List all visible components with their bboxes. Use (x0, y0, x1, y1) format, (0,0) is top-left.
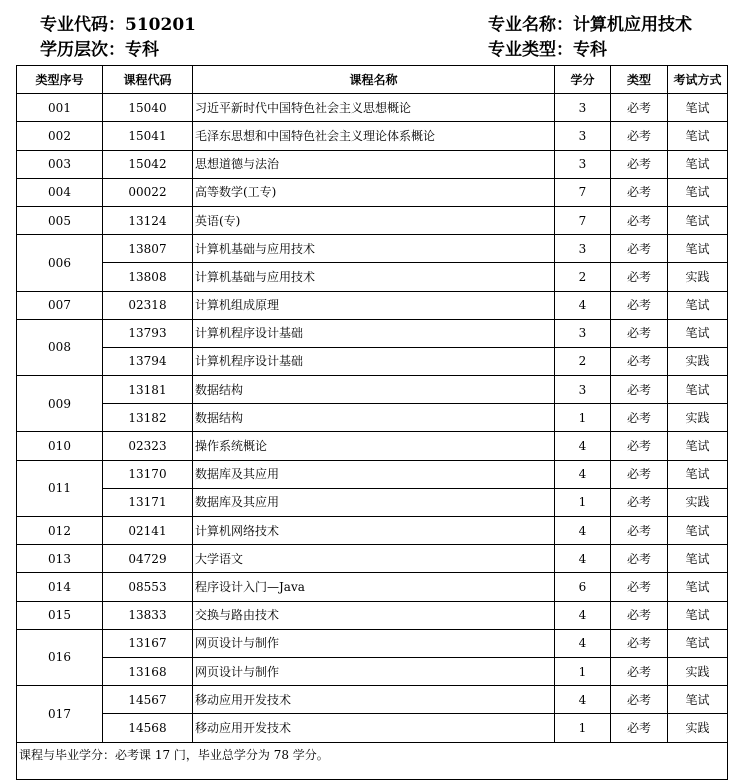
table-row (17, 573, 728, 601)
cell-seq: 017 (17, 686, 103, 742)
cell-name: 计算机组成原理 (193, 291, 555, 319)
footer-note: 课程与毕业学分：必考课 17 门，毕业总学分为 78 学分。 (17, 742, 728, 767)
cell-credit: 1 (555, 488, 611, 516)
table-row (17, 517, 728, 545)
col-header-seq: 类型序号 (17, 66, 103, 94)
cell-name: 计算机网络技术 (193, 517, 555, 545)
cell-code: 02318 (103, 291, 193, 319)
cell-seq: 010 (17, 432, 103, 460)
cell-credit: 3 (555, 94, 611, 122)
table-row (17, 432, 728, 460)
cell-type: 必考 (611, 319, 668, 347)
cell-code: 13181 (103, 376, 193, 404)
cell-seq: 006 (17, 235, 103, 291)
cell-exam: 笔试 (668, 235, 728, 263)
table-row (17, 376, 728, 404)
cell-exam: 笔试 (668, 629, 728, 657)
cell-code: 14567 (103, 686, 193, 714)
cell-name: 数据库及其应用 (193, 460, 555, 488)
cell-credit: 4 (555, 460, 611, 488)
cell-name: 计算机程序设计基础 (193, 347, 555, 375)
footer-blank (17, 767, 728, 780)
cell-type: 必考 (611, 291, 668, 319)
major-type-label: 专业类型： (488, 40, 573, 60)
cell-type: 必考 (611, 629, 668, 657)
table-row (17, 347, 728, 375)
cell-seq: 013 (17, 545, 103, 573)
cell-seq: 004 (17, 178, 103, 206)
cell-code: 02323 (103, 432, 193, 460)
cell-name: 计算机程序设计基础 (193, 319, 555, 347)
course-table (16, 65, 728, 780)
col-header-code: 课程代码 (103, 66, 193, 94)
footer-blank-row (17, 767, 728, 780)
cell-type: 必考 (611, 686, 668, 714)
table-row (17, 178, 728, 206)
cell-code: 15041 (103, 122, 193, 150)
cell-name: 数据结构 (193, 376, 555, 404)
cell-exam: 笔试 (668, 432, 728, 460)
cell-exam: 笔试 (668, 376, 728, 404)
cell-code: 02141 (103, 517, 193, 545)
cell-exam: 笔试 (668, 601, 728, 629)
cell-credit: 1 (555, 714, 611, 742)
cell-exam: 笔试 (668, 460, 728, 488)
cell-type: 必考 (611, 94, 668, 122)
cell-exam: 实践 (668, 488, 728, 516)
table-row (17, 319, 728, 347)
cell-type: 必考 (611, 460, 668, 488)
cell-name: 数据结构 (193, 404, 555, 432)
education-level-value: 专科 (125, 40, 159, 60)
cell-credit: 4 (555, 601, 611, 629)
table-row (17, 94, 728, 122)
cell-code: 13170 (103, 460, 193, 488)
cell-type: 必考 (611, 573, 668, 601)
cell-type: 必考 (611, 178, 668, 206)
cell-name: 移动应用开发技术 (193, 686, 555, 714)
table-row (17, 404, 728, 432)
cell-exam: 实践 (668, 404, 728, 432)
table-row (17, 291, 728, 319)
major-code-value: 510201 (125, 15, 196, 35)
cell-seq: 003 (17, 150, 103, 178)
cell-exam: 笔试 (668, 122, 728, 150)
cell-type: 必考 (611, 150, 668, 178)
table-row (17, 657, 728, 685)
cell-type: 必考 (611, 488, 668, 516)
table-row (17, 545, 728, 573)
table-row (17, 686, 728, 714)
cell-seq: 015 (17, 601, 103, 629)
cell-seq: 016 (17, 629, 103, 685)
cell-seq: 012 (17, 517, 103, 545)
cell-name: 高等数学(工专) (193, 178, 555, 206)
cell-seq: 007 (17, 291, 103, 319)
cell-seq: 001 (17, 94, 103, 122)
cell-exam: 实践 (668, 714, 728, 742)
cell-exam: 笔试 (668, 545, 728, 573)
cell-name: 思想道德与法治 (193, 150, 555, 178)
cell-type: 必考 (611, 347, 668, 375)
cell-name: 网页设计与制作 (193, 629, 555, 657)
table-row (17, 150, 728, 178)
cell-credit: 2 (555, 347, 611, 375)
major-code (40, 15, 196, 35)
cell-exam: 笔试 (668, 686, 728, 714)
major-name-value: 计算机应用技术 (573, 15, 692, 35)
cell-code: 13833 (103, 601, 193, 629)
cell-exam: 实践 (668, 657, 728, 685)
col-header-type: 类型 (611, 66, 668, 94)
cell-exam: 笔试 (668, 291, 728, 319)
major-name (488, 15, 692, 35)
major-type (488, 40, 607, 60)
col-header-name: 课程名称 (193, 66, 555, 94)
cell-exam: 实践 (668, 263, 728, 291)
major-type-value: 专科 (573, 40, 607, 60)
cell-credit: 4 (555, 686, 611, 714)
cell-name: 程序设计入门—Java (193, 573, 555, 601)
cell-code: 13793 (103, 319, 193, 347)
cell-credit: 4 (555, 432, 611, 460)
cell-type: 必考 (611, 376, 668, 404)
cell-name: 习近平新时代中国特色社会主义思想概论 (193, 94, 555, 122)
cell-name: 移动应用开发技术 (193, 714, 555, 742)
table-header-row (17, 66, 728, 94)
table-row (17, 122, 728, 150)
cell-seq: 005 (17, 206, 103, 234)
cell-type: 必考 (611, 657, 668, 685)
table-row (17, 601, 728, 629)
cell-code: 13168 (103, 657, 193, 685)
cell-name: 大学语文 (193, 545, 555, 573)
cell-name: 操作系统概论 (193, 432, 555, 460)
cell-seq: 011 (17, 460, 103, 516)
cell-code: 04729 (103, 545, 193, 573)
cell-type: 必考 (611, 545, 668, 573)
table-row (17, 460, 728, 488)
cell-exam: 笔试 (668, 178, 728, 206)
cell-code: 13182 (103, 404, 193, 432)
cell-name: 英语(专) (193, 206, 555, 234)
table-row (17, 235, 728, 263)
cell-credit: 3 (555, 122, 611, 150)
cell-code: 13124 (103, 206, 193, 234)
cell-seq: 009 (17, 376, 103, 432)
cell-type: 必考 (611, 601, 668, 629)
cell-code: 13794 (103, 347, 193, 375)
cell-credit: 2 (555, 263, 611, 291)
cell-code: 15042 (103, 150, 193, 178)
cell-code: 13171 (103, 488, 193, 516)
cell-exam: 笔试 (668, 517, 728, 545)
cell-credit: 6 (555, 573, 611, 601)
cell-code: 15040 (103, 94, 193, 122)
cell-type: 必考 (611, 263, 668, 291)
table-body (17, 94, 728, 742)
table-row (17, 488, 728, 516)
cell-type: 必考 (611, 235, 668, 263)
cell-name: 数据库及其应用 (193, 488, 555, 516)
cell-credit: 4 (555, 517, 611, 545)
cell-credit: 4 (555, 545, 611, 573)
cell-exam: 实践 (668, 347, 728, 375)
cell-exam: 笔试 (668, 573, 728, 601)
col-header-exam: 考试方式 (668, 66, 728, 94)
table-row (17, 263, 728, 291)
cell-credit: 3 (555, 376, 611, 404)
cell-credit: 3 (555, 150, 611, 178)
cell-credit: 3 (555, 235, 611, 263)
cell-type: 必考 (611, 404, 668, 432)
footer-row (17, 742, 728, 767)
cell-credit: 7 (555, 206, 611, 234)
education-level-label: 学历层次： (40, 40, 125, 60)
cell-seq: 008 (17, 319, 103, 375)
cell-name: 计算机基础与应用技术 (193, 263, 555, 291)
cell-name: 交换与路由技术 (193, 601, 555, 629)
table-row (17, 714, 728, 742)
major-code-label: 专业代码： (40, 15, 125, 35)
cell-exam: 笔试 (668, 94, 728, 122)
cell-exam: 笔试 (668, 150, 728, 178)
cell-exam: 笔试 (668, 206, 728, 234)
cell-code: 13807 (103, 235, 193, 263)
cell-exam: 笔试 (668, 319, 728, 347)
cell-type: 必考 (611, 122, 668, 150)
table-row (17, 206, 728, 234)
cell-code: 00022 (103, 178, 193, 206)
cell-code: 08553 (103, 573, 193, 601)
cell-code: 13167 (103, 629, 193, 657)
cell-type: 必考 (611, 432, 668, 460)
cell-credit: 4 (555, 629, 611, 657)
cell-seq: 014 (17, 573, 103, 601)
cell-seq: 002 (17, 122, 103, 150)
cell-name: 毛泽东思想和中国特色社会主义理论体系概论 (193, 122, 555, 150)
major-name-label: 专业名称： (488, 15, 573, 35)
education-level (40, 40, 159, 60)
cell-credit: 3 (555, 319, 611, 347)
cell-code: 13808 (103, 263, 193, 291)
cell-type: 必考 (611, 714, 668, 742)
cell-name: 网页设计与制作 (193, 657, 555, 685)
cell-type: 必考 (611, 206, 668, 234)
cell-credit: 1 (555, 657, 611, 685)
table-row (17, 629, 728, 657)
cell-credit: 7 (555, 178, 611, 206)
cell-code: 14568 (103, 714, 193, 742)
col-header-credit: 学分 (555, 66, 611, 94)
cell-credit: 1 (555, 404, 611, 432)
cell-type: 必考 (611, 517, 668, 545)
cell-credit: 4 (555, 291, 611, 319)
cell-name: 计算机基础与应用技术 (193, 235, 555, 263)
